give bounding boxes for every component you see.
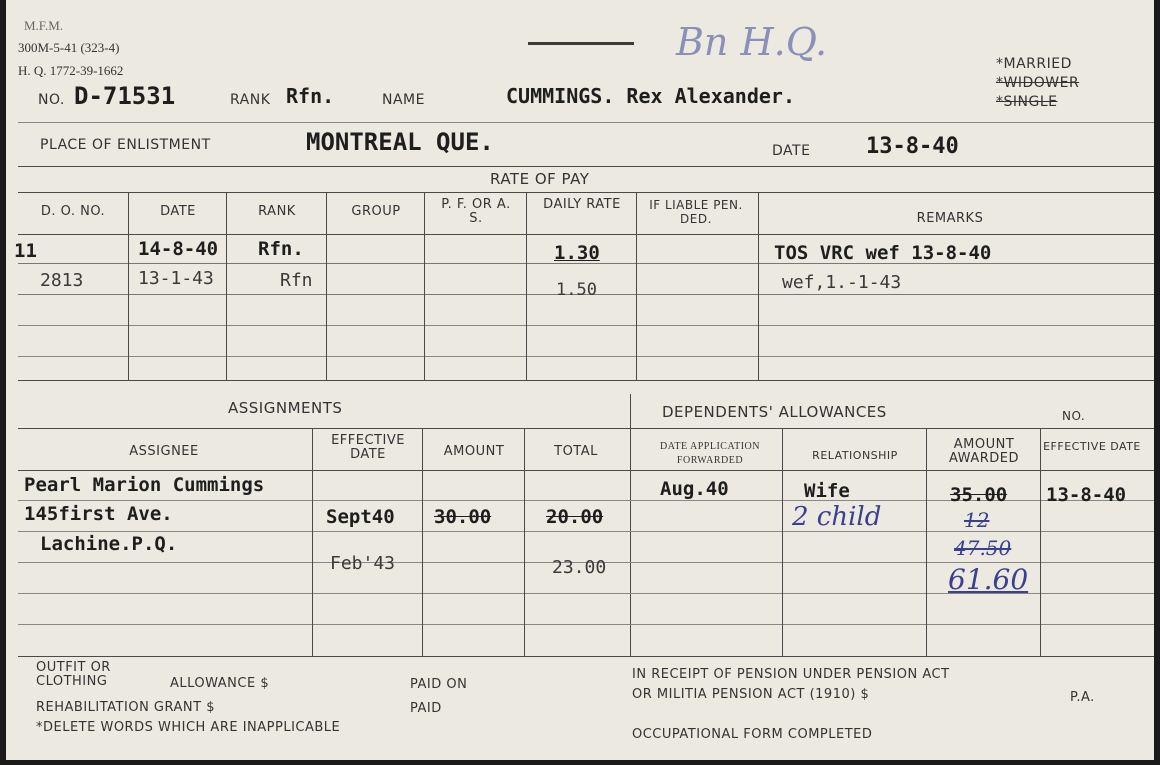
outfit-line-1: OUTFIT OR (36, 660, 111, 675)
dep-hand-amount-3: 61.60 (948, 563, 1029, 596)
row-line (18, 356, 1154, 357)
header-group: GROUP (351, 204, 401, 219)
pay-row-2-remarks: wef,1.-1-43 (782, 272, 902, 293)
header-pf-as: P. F. OR A. S. (441, 197, 511, 226)
outfit-label (36, 661, 111, 689)
divider (18, 428, 1154, 429)
pay-row-1-do-no: 11 (14, 240, 37, 262)
handwritten-annotation: Bn H.Q. (676, 20, 828, 64)
assign-row-1-total: 20.00 (546, 506, 604, 528)
allowance-label: ALLOWANCE $ (170, 676, 270, 691)
pay-row-1-date: 14-8-40 (138, 238, 219, 260)
marital-married: *MARRIED (996, 56, 1072, 72)
dep-hand-relationship: 2 child (792, 502, 882, 532)
name-label: NAME (382, 92, 425, 108)
assign-row-2-date: Feb'43 (330, 553, 396, 574)
form-code-line2: 300M-5-41 (323-4) (18, 40, 120, 55)
header-assignee: ASSIGNEE (129, 444, 199, 459)
col-line (636, 192, 637, 380)
header-rank: RANK (258, 204, 296, 219)
col-line (758, 192, 759, 380)
place-value: MONTREAL QUE. (306, 128, 494, 156)
form-code-line3: H. Q. 1772-39-1662 (18, 63, 124, 78)
col-line (526, 192, 527, 380)
pension-line-1: IN RECEIPT OF PENSION UNDER PENSION ACT (632, 667, 950, 682)
header-relationship: RELATIONSHIP (812, 449, 898, 462)
pay-row-2-rate: 1.50 (556, 280, 597, 300)
header-remarks: REMARKS (916, 211, 984, 226)
marital-widower: *WIDOWER (996, 75, 1080, 91)
col-line (782, 428, 783, 656)
outfit-line-2: CLOTHING (36, 674, 108, 689)
paid-label: PAID (410, 701, 442, 716)
assignee-address-1: 145first Ave. (24, 503, 173, 525)
col-line (422, 428, 423, 656)
header-effective-date-dep: EFFECTIVE DATE (1043, 440, 1141, 453)
header-do-no: D. O. NO. (40, 204, 106, 219)
service-record-card (6, 0, 1154, 760)
pa-label: P.A. (1070, 690, 1095, 705)
assign-row-1-date: Sept40 (326, 506, 395, 528)
dep-hand-amount-2: 47.50 (954, 536, 1012, 560)
row-line (18, 624, 1154, 625)
rate-of-pay-title: RATE OF PAY (490, 170, 590, 188)
assignee-name: Pearl Marion Cummings (24, 474, 265, 496)
header-amount-awarded: AMOUNT AWARDED (949, 437, 1019, 466)
pay-row-2-do-no: 2813 (40, 270, 84, 291)
divider (18, 166, 1154, 167)
header-pen-ded: IF LIABLE PEN. DED. (649, 198, 743, 226)
col-line (312, 428, 313, 656)
divider (18, 192, 1154, 193)
pay-row-1-remarks: TOS VRC wef 13-8-40 (774, 242, 992, 264)
col-line (926, 428, 927, 656)
marital-single: *SINGLE (996, 94, 1058, 110)
assignee-address-2: Lachine.P.Q. (40, 533, 178, 555)
dep-row-1-relationship: Wife (804, 480, 850, 502)
col-line (1040, 428, 1041, 656)
paid-on-label: PAID ON (410, 677, 468, 692)
name-value: CUMMINGS. Rex Alexander. (506, 84, 795, 108)
rank-label: RANK (230, 92, 271, 108)
divider (18, 656, 1154, 657)
divider (18, 470, 1154, 471)
col-line (326, 192, 327, 380)
col-line (424, 192, 425, 380)
col-line (128, 192, 129, 380)
assignments-title: ASSIGNMENTS (228, 399, 343, 417)
occupational-label: OCCUPATIONAL FORM COMPLETED (632, 727, 873, 742)
divider (18, 122, 1154, 123)
assign-row-2-total: 23.00 (552, 557, 607, 578)
dep-hand-amount-1: 12 (964, 508, 990, 532)
date-label: DATE (772, 143, 811, 159)
place-label: PLACE OF ENLISTMENT (40, 137, 211, 153)
pay-row-1-rank: Rfn. (258, 238, 304, 260)
section-divider (630, 394, 631, 656)
header-effective-date: EFFECTIVE DATE (331, 433, 405, 462)
enlistment-date: 13-8-40 (866, 134, 959, 159)
header-daily-rate: DAILY RATE (543, 197, 621, 212)
header-date-application: DATE APPLICATION FORWARDED (660, 441, 760, 466)
rank-value: Rfn. (286, 84, 335, 108)
row-line (18, 325, 1154, 326)
pension-line-2: OR MILITIA PENSION ACT (1910) $ (632, 687, 870, 702)
header-date: DATE (160, 204, 196, 219)
delete-note: *DELETE WORDS WHICH ARE INAPPLICABLE (36, 720, 341, 735)
header-total: TOTAL (554, 444, 598, 459)
pay-row-1-rate: 1.30 (554, 242, 600, 264)
rehab-label: REHABILITATION GRANT $ (36, 700, 215, 715)
number-label: NO. (38, 92, 65, 108)
dep-row-1-effective: 13-8-40 (1046, 484, 1127, 506)
divider (18, 380, 1154, 381)
dep-row-1-date: Aug.40 (660, 478, 729, 500)
dependents-title: DEPENDENTS' ALLOWANCES (662, 403, 887, 421)
service-number: D-71531 (74, 82, 176, 110)
header-amount: AMOUNT (443, 444, 505, 459)
form-code: M.F.M. (24, 18, 64, 33)
pay-row-2-date: 13-1-43 (138, 268, 214, 289)
assign-row-1-amount: 30.00 (434, 506, 492, 528)
dep-row-1-amount: 35.00 (950, 484, 1008, 506)
ink-mark (528, 42, 634, 45)
col-line (226, 192, 227, 380)
divider (18, 234, 1154, 235)
col-line (524, 428, 525, 656)
pay-row-2-rank: Rfn (280, 270, 313, 291)
dependents-no-label: NO. (1062, 409, 1086, 423)
